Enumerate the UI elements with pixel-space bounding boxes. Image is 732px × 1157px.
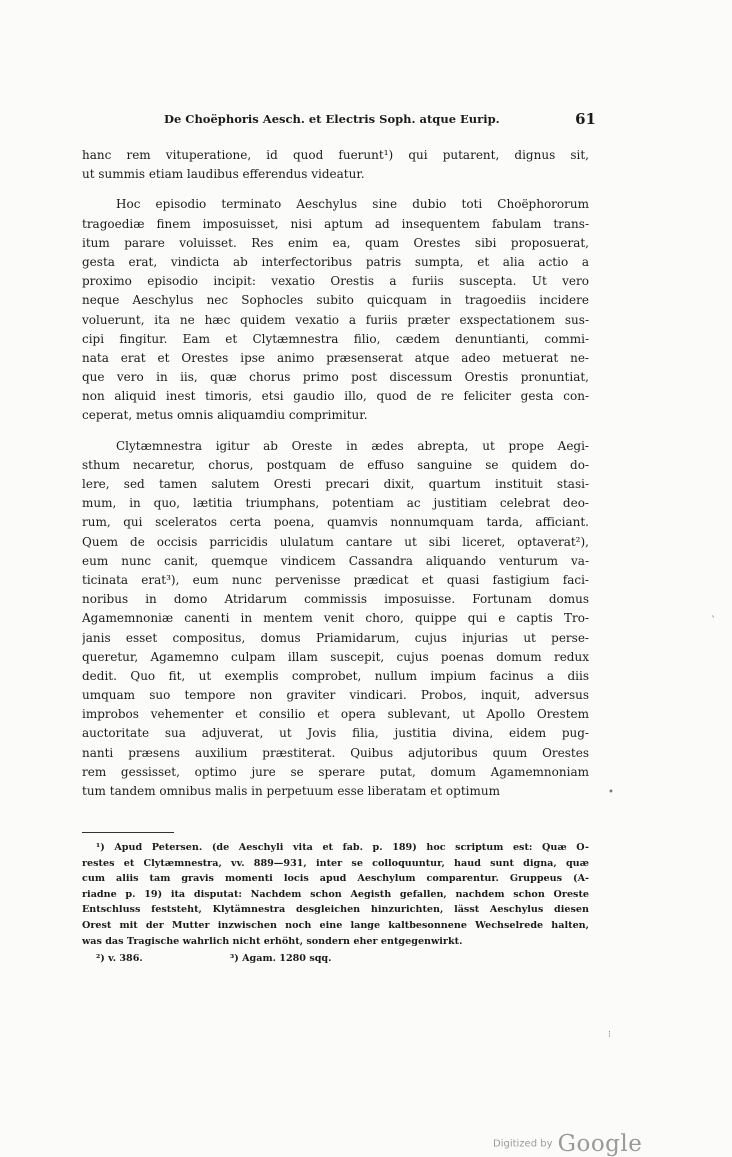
running-header [82,112,596,134]
text-line: nanti præsens auxilium præstiterat. Quibus adjutoribus quum Orestes [82,745,589,760]
text-line: Agamemnoniæ canenti in mentem venit choro, quippe qui e captis Tro- [82,611,589,626]
text-line: rum, qui sceleratos certa poena, quamvis nonnumquam tarda, afficiant. [82,515,589,530]
text-line: tum tandem omnibus malis in perpetuum esse liberatam et optimum [82,784,500,798]
text-line: Clytæmnestra igitur ab Oreste in ædes abrepta, ut prope Aegi- [116,438,589,453]
main-text [82,146,589,801]
text-line: sthum necaretur, chorus, postquam de effuso sanguine se quidem do- [82,457,589,472]
text-line: Hoc episodio terminato Aeschylus sine dubio toti Choëphororum [116,197,589,212]
text-line: noribus in domo Atridarum commissis imposuisse. Fortunam domus [82,592,589,607]
watermark-prefix: Digitized by [493,1138,553,1150]
google-logo: Google [557,1131,643,1157]
scan-mark: • [608,787,614,798]
text-line: janis esset compositus, domus Priamidarum, cujus injurias ut perse- [82,630,589,645]
scan-mark: ˋ [711,616,716,627]
text-line: auctoritate sua adjuverat, ut Jovis filia, justitia divina, eidem pug- [82,726,589,741]
text-line: hanc rem vituperatione, id quod fuerunt¹) qui putarent, dignus sit, [82,148,589,162]
text-line: gesta erat, vindicta ab interfectoribus patris sumpta, et alia actio a [82,254,589,269]
text-line: umquam suo tempore non graviter vindicari. Probos, inquit, adversus [82,688,589,703]
text-line: cipi fingitur. Eam et Clytæmnestra filio, cædem denuntianti, commi- [82,331,589,346]
text-line: eum nunc canit, quemque vindicem Cassandra aliquando venturum va- [82,553,589,568]
footnote-2: ²) v. 386. [96,953,143,965]
text-line: dedit. Quo fit, ut exemplis comprobet, nullum impium facinus a diis [82,668,589,683]
text-line: neque Aeschylus nec Sophocles subito quicquam in tragoediis incidere [82,293,589,308]
text-line: itum parare voluisset. Res enim ea, quam Orestes sibi proposuerat, [82,235,589,250]
running-title: De Choëphoris Aesch. et Electris Soph. atque Eurip. [164,112,500,126]
text-line: voluerunt, ita ne hæc quidem vexatio a furiis præter exspectationem sus- [82,312,589,327]
text-line: ticinata erat³), eum nunc pervenisse prædicat et quasi fastigium faci- [82,572,589,587]
footnote-separator [82,832,174,833]
scan-mark: ⁝ [608,1030,611,1040]
footnotes [82,840,589,967]
text-line: nata erat et Orestes ipse animo præsenserat atque adeo metuerat ne- [82,350,589,365]
text-line: Quem de occisis parricidis ululatum cantare ut sibi liceret, optaverat²), [82,534,589,549]
footnote-line: riadne p. 19) ita disputat: Nachdem schon Aegisth gefallen, nachdem schon Oreste [82,888,589,900]
digitized-watermark [493,1131,642,1157]
text-line: lere, sed tamen salutem Oresti precari dixit, quartum instituit stasi- [82,477,589,491]
text-line: queretur, Agamemno culpam illam suscepit, cujus poenas domum redux [82,649,589,664]
footnote-line: was das Tragische wahrlich nicht erhöht, sondern eher entgegenwirkt. [82,935,463,947]
text-line: ceperat, metus omnis aliquamdiu comprimitur. [82,408,368,423]
footnote-references [82,951,589,967]
text-line: improbos vehementer et consilio et opera sublevant, ut Apollo Orestem [82,707,589,722]
paragraph [82,437,589,802]
footnote-line: restes et Clytæmnestra, vv. 889—931, inter se colloquuntur, haud sunt digna, quæ [82,857,589,869]
footnote-3: ³) Agam. 1280 sqq. [230,953,332,965]
footnote-line: ¹) Apud Petersen. (de Aeschyli vita et fab. p. 189) hoc scriptum est: Quæ O- [96,842,589,853]
text-line: que vero in iis, quæ chorus primo post discessum Orestis pronuntiat, [82,370,589,385]
text-line: ut summis etiam laudibus efferendus videatur. [82,167,365,182]
text-line: rem gessisset, optimo jure se sperare putat, domum Agamemnoniam [82,764,589,779]
text-line: tragoediæ finem imposuisset, nisi aptum ad insequentem fabulam trans- [82,216,589,231]
page-number: 61 [575,110,596,128]
text-line: mum, in quo, lætitia triumphans, potentiam ac justitiam celebrat deo- [82,496,589,511]
text-line: non aliquid inest timoris, etsi gaudio illo, quod de re feliciter gesta con- [82,389,589,404]
footnote-line: cum aliis tam gravis momenti locis apud Aeschylum comparentur. Gruppeus (A- [82,873,589,885]
footnote-line: Entschluss feststeht, Klytämnestra desgleichen hinzurichten, lässt Aeschylus diesen [82,904,589,916]
footnote-line: Orest mit der Mutter inzwischen noch eine lange kaltbesonnene Wechselrede halten, [82,919,589,931]
text-line: proximo episodio incipit: vexatio Orestis a furiis suscepta. Ut vero [82,274,589,289]
paragraph [82,146,589,184]
paragraph [82,195,589,425]
